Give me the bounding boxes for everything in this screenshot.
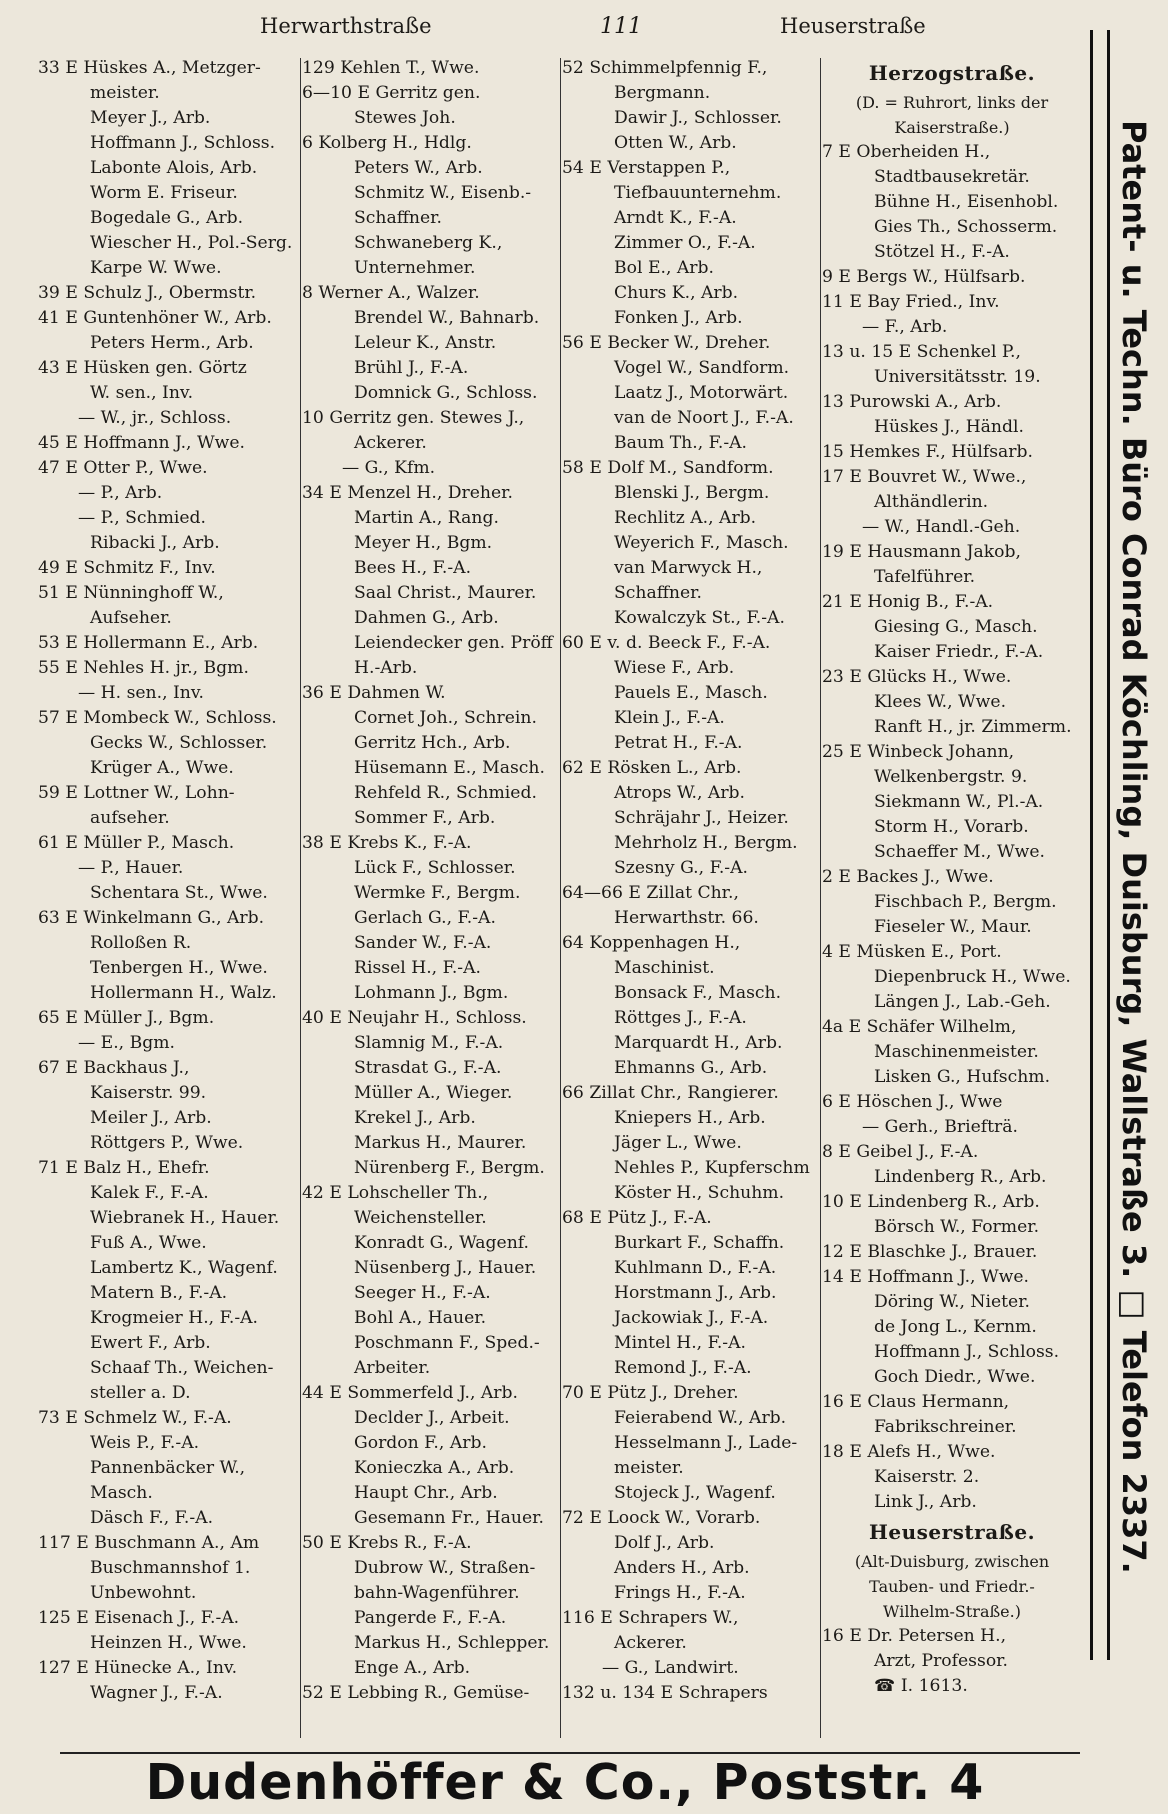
directory-entry-line: Stadtbausekretär. [874,167,1030,187]
directory-entry-line: Feierabend W., Arb. [614,1408,787,1428]
column-divider [300,58,301,1738]
directory-entry-line: Jäger L., Wwe. [614,1133,742,1153]
directory-entry-line: Blenski J., Bergm. [614,483,770,503]
directory-entry-line: Bogedale G., Arb. [90,208,244,228]
directory-entry-line: Gecks W., Schlosser. [90,733,268,753]
directory-entry-line: Lambertz K., Wagenf. [90,1258,278,1278]
directory-entry-line: Hollermann H., Walz. [90,983,277,1003]
directory-entry-line: 65 E Müller J., Bgm. [38,1008,215,1028]
directory-entry-line: Hesselmann J., Lade- [614,1433,798,1453]
directory-entry-line: Pangerde F., F.-A. [354,1608,507,1628]
directory-entry-line: Konradt G., Wagenf. [354,1233,530,1253]
directory-entry-line: Schaffner. [354,208,442,228]
directory-entry-line: 117 E Buschmann A., Am [38,1533,260,1553]
directory-entry-line: Gesemann Fr., Hauer. [354,1508,544,1528]
page-number: 111 [600,14,642,39]
directory-entry-line: Slamnig M., F.-A. [354,1033,504,1053]
directory-entry-line: Wiebranek H., Hauer. [90,1208,280,1228]
directory-entry-line: 6 Kolberg H., Hdlg. [302,133,472,153]
directory-entry-line: — W., jr., Schloss. [78,408,232,428]
directory-entry-line: Kaiserstraße.) [894,118,1010,137]
directory-entry-line: Gordon F., Arb. [354,1433,487,1453]
directory-entry-line: Poschmann F., Sped.- [354,1333,540,1353]
directory-entry-line: 45 E Hoffmann J., Wwe. [38,433,245,453]
directory-entry-line: Unbewohnt. [90,1583,197,1603]
directory-entry-line: — H. sen., Inv. [78,683,205,703]
directory-entry-line: 16 E Claus Hermann, [822,1392,1010,1412]
directory-entry-line: meister. [614,1458,684,1478]
directory-entry-line: Bonsack F., Masch. [614,983,782,1003]
directory-entry-line: Pauels E., Masch. [614,683,768,703]
sidebar-advertisement: Patent- u. Techn. Büro Conrad Köchling, Duisburg, Wallstraße 3. □ Telefon 2337. [1115,120,1153,1574]
directory-entry-line: Frings H., F.-A. [614,1583,746,1603]
directory-entry-line: 8 Werner A., Walzer. [302,283,480,303]
directory-entry-line: 38 E Krebs K., F.-A. [302,833,472,853]
directory-entry-line: Lohmann J., Bgm. [354,983,509,1003]
directory-entry-line: van Marwyck H., [614,558,763,578]
column-divider [820,58,821,1738]
directory-entry-line: Siekmann W., Pl.-A. [874,792,1044,812]
directory-entry-line: Brendel W., Bahnarb. [354,308,540,328]
directory-entry-line: — G., Landwirt. [602,1658,739,1678]
directory-entry-line: Gies Th., Schosserm. [874,217,1058,237]
directory-entry-line: Lindenberg R., Arb. [874,1167,1047,1187]
directory-entry-line: 36 E Dahmen W. [302,683,446,703]
directory-entry-line: Röttgers P., Wwe. [90,1133,244,1153]
directory-entry-line: 13 u. 15 E Schenkel P., [822,342,1021,362]
directory-entry-line: Baum Th., F.-A. [614,433,748,453]
directory-entry-line: — P., Schmied. [78,508,207,528]
directory-entry-line: Otten W., Arb. [614,133,737,153]
directory-entry-line: Döring W., Nieter. [874,1292,1031,1312]
directory-entry-line: Seeger H., F.-A. [354,1283,491,1303]
directory-entry-line: 61 E Müller P., Masch. [38,833,235,853]
directory-entry-line: 7 E Oberheiden H., [822,142,991,162]
directory-entry-line: meister. [90,83,160,103]
directory-entry-line: — E., Bgm. [78,1033,175,1053]
directory-entry-line: Rehfeld R., Schmied. [354,783,537,803]
directory-entry-line: Masch. [90,1483,153,1503]
directory-entry-line: Dubrow W., Straßen- [354,1558,536,1578]
directory-entry-line: 63 E Winkelmann G., Arb. [38,908,265,928]
directory-entry-line: Remond J., F.-A. [614,1358,752,1378]
directory-entry-line: Lück F., Schlosser. [354,858,516,878]
directory-entry-line: 23 E Glücks H., Wwe. [822,667,1012,687]
directory-entry-line: — W., Handl.-Geh. [862,517,1021,537]
column-2 [302,56,560,1706]
directory-entry-line: Fonken J., Arb. [614,308,743,328]
directory-entry-line: Meiler J., Arb. [90,1108,212,1128]
directory-entry-line: Weyerich F., Masch. [614,533,789,553]
directory-entry-line: 34 E Menzel H., Dreher. [302,483,513,503]
directory-entry-line: Saal Christ., Maurer. [354,583,537,603]
header-left-street: Herwarthstraße [260,14,432,38]
directory-entry-line: Universitätsstr. 19. [874,367,1041,387]
directory-entry-line: Atrops W., Arb. [614,783,746,803]
directory-entry-line: aufseher. [90,808,170,828]
directory-entry-line: Kowalczyk St., F.-A. [614,608,785,628]
directory-entry-line: Worm E. Friseur. [90,183,238,203]
directory-entry-line: Wilhelm-Straße.) [883,1602,1021,1621]
directory-entry-line: Jackowiak J., F.-A. [614,1308,769,1328]
directory-entry-line: Bol E., Arb. [614,258,714,278]
directory-entry-line: ☎ I. 1613. [874,1676,968,1696]
directory-entry-line: Strasdat G., F.-A. [354,1058,502,1078]
directory-entry-line: Peters Herm., Arb. [90,333,254,353]
directory-entry-line: Krogmeier H., F.-A. [90,1308,258,1328]
directory-entry-line: — G., Kfm. [342,458,436,478]
directory-entry-line: Stojeck J., Wagenf. [614,1483,776,1503]
directory-entry-line: 25 E Winbeck Johann, [822,742,1015,762]
directory-entry-line: 19 E Hausmann Jakob, [822,542,1021,562]
directory-entry-line: Kuhlmann D., F.-A. [614,1258,777,1278]
directory-entry-line: 12 E Blaschke J., Brauer. [822,1242,1038,1262]
directory-entry-line: van de Noort J., F.-A. [614,408,794,428]
directory-entry-line: 72 E Loock W., Vorarb. [562,1508,761,1528]
directory-entry-line: 52 E Lebbing R., Gemüse- [302,1683,530,1703]
directory-entry-line: 6 E Höschen J., Wwe [822,1092,1003,1112]
directory-entry-line: Szesny G., F.-A. [614,858,748,878]
directory-entry-line: Brühl J., F.-A. [354,358,469,378]
column-4 [822,56,1082,1706]
directory-entry-line: Kaiserstr. 2. [874,1467,980,1487]
directory-entry-line: Zimmer O., F.-A. [614,233,756,253]
directory-entry-line: Ewert F., Arb. [90,1333,211,1353]
directory-entry-line: 116 E Schrapers W., [562,1608,739,1628]
directory-entry-line: 2 E Backes J., Wwe. [822,867,994,887]
directory-entry-line: 14 E Hoffmann J., Wwe. [822,1267,1029,1287]
directory-entry-line: Arbeiter. [354,1358,431,1378]
directory-entry-line: Nüsenberg J., Hauer. [354,1258,537,1278]
directory-entry-line: 17 E Bouvret W., Wwe., [822,467,1027,487]
directory-entry-line: Hoffmann J., Schloss. [874,1342,1060,1362]
directory-entry-line: 4 E Müsken E., Port. [822,942,1002,962]
directory-entry-line: 68 E Pütz J., F.-A. [562,1208,712,1228]
directory-entry-line: Tauben- und Friedr.- [869,1577,1035,1596]
directory-entry-line: 64 Koppenhagen H., [562,933,741,953]
directory-entry-line: Leleur K., Anstr. [354,333,497,353]
directory-entry-line: Schentara St., Wwe. [90,883,268,903]
directory-entry-line: 16 E Dr. Petersen H., [822,1626,1007,1646]
directory-entry-line: Bühne H., Eisenhobl. [874,192,1059,212]
directory-entry-line: 59 E Lottner W., Lohn- [38,783,235,803]
directory-entry-line: Lisken G., Hufschm. [874,1067,1051,1087]
directory-entry-line: 15 Hemkes F., Hülfsarb. [822,442,1033,462]
directory-entry-line: Goch Diedr., Wwe. [874,1367,1036,1387]
directory-entry-line: 21 E Honig B., F.-A. [822,592,994,612]
directory-entry-line: Herwarthstr. 66. [614,908,759,928]
directory-entry-line: Konieczka A., Arb. [354,1458,515,1478]
directory-entry-line: Rissel H., F.-A. [354,958,481,978]
directory-entry-line: Arzt, Professor. [874,1651,1008,1671]
directory-entry-line: Fuß A., Wwe. [90,1233,207,1253]
directory-entry-line: Schaaf Th., Weichen- [90,1358,274,1378]
directory-entry-line: Schmitz W., Eisenb.- [354,183,532,203]
directory-entry-line: Leiendecker gen. Pröff [354,633,553,653]
directory-entry-line: Börsch W., Former. [874,1217,1040,1237]
directory-entry-line: Hoffmann J., Schloss. [90,133,276,153]
directory-entry-line: Martin A., Rang. [354,508,499,528]
directory-entry-line: Rolloßen R. [90,933,192,953]
directory-entry-line: 10 Gerritz gen. Stewes J., [302,408,525,428]
directory-entry-line: Althändlerin. [874,492,989,512]
directory-entry-line: Ackerer. [614,1633,687,1653]
directory-entry-line: Kaiser Friedr., F.-A. [874,642,1044,662]
directory-entry-line: Kniepers H., Arb. [614,1108,766,1128]
directory-entry-line: bahn-Wagenführer. [354,1583,520,1603]
directory-entry-line: 132 u. 134 E Schrapers [562,1683,768,1703]
directory-entry-line: 50 E Krebs R., F.-A. [302,1533,472,1553]
directory-entry-line: Karpe W. Wwe. [90,258,222,278]
column-3 [562,56,820,1706]
directory-entry-line: Rechlitz A., Arb. [614,508,757,528]
directory-entry-line: 41 E Guntenhöner W., Arb. [38,308,272,328]
directory-entry-line: 52 Schimmelpfennig F., [562,58,768,78]
directory-entry-line: Kalek F., F.-A. [90,1183,209,1203]
directory-entry-line: Schaeffer M., Wwe. [874,842,1045,862]
directory-entry-line: Link J., Arb. [874,1492,977,1512]
directory-entry-line: 67 E Backhaus J., [38,1058,190,1078]
directory-entry-line: Tenbergen H., Wwe. [90,958,268,978]
directory-entry-line: Längen J., Lab.-Geh. [874,992,1051,1012]
directory-entry-line: Marquardt H., Arb. [614,1033,783,1053]
directory-entry-line: 9 E Bergs W., Hülfsarb. [822,267,1026,287]
directory-entry-line: Declder J., Arbeit. [354,1408,510,1428]
directory-entry-line: Ribacki J., Arb. [90,533,220,553]
directory-entry-line: — Gerh., Briefträ. [862,1117,1018,1137]
directory-entry-line: Giesing G., Masch. [874,617,1038,637]
directory-entry-line: de Jong L., Kernm. [874,1317,1037,1337]
directory-entry-line: 58 E Dolf M., Sandform. [562,458,774,478]
directory-entry-line: 8 E Geibel J., F.-A. [822,1142,979,1162]
directory-entry-line: Hüsemann E., Masch. [354,758,545,778]
directory-entry-line: Enge A., Arb. [354,1658,471,1678]
directory-entry-line: Fischbach P., Bergm. [874,892,1057,912]
directory-entry-line: Storm H., Vorarb. [874,817,1029,837]
directory-entry-line: Bohl A., Hauer. [354,1308,487,1328]
directory-entry-line: Peters W., Arb. [354,158,483,178]
directory-entry-line: Bergmann. [614,83,711,103]
directory-entry-line: Röttges J., F.-A. [614,1008,747,1028]
directory-entry-line: Däsch F., F.-A. [90,1508,214,1528]
directory-entry-line: Churs K., Arb. [614,283,739,303]
directory-entry-line: Fieseler W., Maur. [874,917,1032,937]
directory-entry-line: Petrat H., F.-A. [614,733,743,753]
sidebar-rules [1090,30,1110,1660]
directory-entry-line: Diepenbruck H., Wwe. [874,967,1071,987]
directory-entry-line: 40 E Neujahr H., Schloss. [302,1008,527,1028]
directory-entry-line: Kaiserstr. 99. [90,1083,207,1103]
directory-entry-line: Nürenberg F., Bergm. [354,1158,545,1178]
directory-entry-line: Welkenbergstr. 9. [874,767,1028,787]
directory-entry-line: Cornet Joh., Schrein. [354,708,537,728]
directory-entry-line: Markus H., Schlepper. [354,1633,550,1653]
directory-entry-line: 39 E Schulz J., Obermstr. [38,283,257,303]
street-heading: Herzogstraße. [868,61,1036,85]
directory-entry-line: Heinzen H., Wwe. [90,1633,247,1653]
directory-entry-line: Klees W., Wwe. [874,692,1007,712]
directory-entry-line: Wiese F., Arb. [614,658,735,678]
directory-entry-line: 56 E Becker W., Dreher. [562,333,771,353]
directory-entry-line: Fabrikschreiner. [874,1417,1017,1437]
directory-entry-line: Köster H., Schuhm. [614,1183,785,1203]
directory-entry-line: 73 E Schmelz W., F.-A. [38,1408,232,1428]
street-heading: Heuserstraße. [868,1520,1036,1544]
directory-entry-line: Tiefbauunternehm. [614,183,782,203]
directory-entry-line: Horstmann J., Arb. [614,1283,777,1303]
directory-entry-line: Stewes Joh. [354,108,456,128]
directory-entry-line: Dolf J., Arb. [614,1533,715,1553]
directory-entry-line: (Alt-Duisburg, zwischen [854,1552,1050,1571]
directory-entry-line: 53 E Hollermann E., Arb. [38,633,259,653]
directory-entry-line: 55 E Nehles H. jr., Bgm. [38,658,249,678]
directory-entry-line: Aufseher. [90,608,172,628]
directory-entry-line: 125 E Eisenach J., F.-A. [38,1608,240,1628]
directory-entry-line: 18 E Alefs H., Wwe. [822,1442,996,1462]
directory-entry-line: Anders H., Arb. [614,1558,750,1578]
directory-entry-line: H.-Arb. [354,658,418,678]
directory-entry-line: 54 E Verstappen P., [562,158,731,178]
directory-entry-line: 6—10 E Gerritz gen. [302,83,481,103]
directory-entry-line: Ranft H., jr. Zimmerm. [874,717,1072,737]
directory-entry-line: Müller A., Wieger. [354,1083,513,1103]
directory-entry-line: 49 E Schmitz F., Inv. [38,558,216,578]
directory-entry-line: Meyer H., Bgm. [354,533,493,553]
directory-entry-line: Meyer J., Arb. [90,108,211,128]
directory-entry-line: Krekel J., Arb. [354,1108,476,1128]
directory-entry-line: — P., Arb. [78,483,163,503]
column-1 [38,56,300,1706]
directory-entry-line: Unternehmer. [354,258,476,278]
directory-entry-line: Dahmen G., Arb. [354,608,499,628]
directory-entry-line: 127 E Hünecke A., Inv. [38,1658,238,1678]
directory-entry-line: Sommer F., Arb. [354,808,496,828]
directory-entry-line: Mehrholz H., Bergm. [614,833,798,853]
directory-entry-line: Pannenbäcker W., [90,1458,246,1478]
directory-entry-line: 11 E Bay Fried., Inv. [822,292,1000,312]
directory-entry-line: Bees H., F.-A. [354,558,472,578]
directory-entry-line: Ehmanns G., Arb. [614,1058,768,1078]
directory-entry-line: 44 E Sommerfeld J., Arb. [302,1383,518,1403]
directory-entry-line: Gerlach G., F.-A. [354,908,496,928]
directory-entry-line: Tafelführer. [874,567,976,587]
directory-entry-line: 57 E Mombeck W., Schloss. [38,708,277,728]
directory-entry-line: Arndt K., F.-A. [614,208,737,228]
directory-entry-line: Wermke F., Bergm. [354,883,521,903]
header-right-street: Heuserstraße [780,14,926,38]
directory-entry-line: 47 E Otter P., Wwe. [38,458,208,478]
directory-entry-line: Labonte Alois, Arb. [90,158,258,178]
directory-entry-line: W. sen., Inv. [90,383,194,403]
directory-entry-line: Vogel W., Sandform. [614,358,790,378]
directory-entry-line: Stötzel H., F.-A. [874,242,1010,262]
column-divider [560,58,561,1738]
directory-entry-line: Sander W., F.-A. [354,933,492,953]
directory-entry-line: 62 E Rösken L., Arb. [562,758,742,778]
directory-entry-line: Klein J., F.-A. [614,708,725,728]
directory-entry-line: Domnick G., Schloss. [354,383,538,403]
directory-entry-line: — F., Arb. [862,317,948,337]
directory-entry-line: 51 E Nünninghoff W., [38,583,224,603]
directory-entry-line: Maschinenmeister. [874,1042,1039,1062]
directory-entry-line: 10 E Lindenberg R., Arb. [822,1192,1040,1212]
directory-entry-line: Wiescher H., Pol.-Serg. [90,233,293,253]
directory-entry-line: Weis P., F.-A. [90,1433,200,1453]
directory-entry-line: Schaffner. [614,583,702,603]
directory-entry-line: 60 E v. d. Beeck F., F.-A. [562,633,771,653]
directory-entry-line: Matern B., F.-A. [90,1283,228,1303]
directory-entry-line: Hüskes J., Händl. [874,417,1024,437]
directory-entry-line: 66 Zillat Chr., Rangierer. [562,1083,779,1103]
directory-entry-line: Wagner J., F.-A. [90,1683,223,1703]
directory-entry-line: 4a E Schäfer Wilhelm, [822,1017,1017,1037]
directory-entry-line: 33 E Hüskes A., Metzger- [38,58,261,78]
directory-entry-line: 43 E Hüsken gen. Görtz [38,358,247,378]
directory-entry-line: 64—66 E Zillat Chr., [562,883,739,903]
directory-entry-line: — P., Hauer. [78,858,184,878]
directory-entry-line: Weichensteller. [354,1208,487,1228]
directory-entry-line: Ackerer. [354,433,427,453]
directory-entry-line: Buschmannshof 1. [90,1558,251,1578]
directory-entry-line: Burkart F., Schaffn. [614,1233,785,1253]
directory-entry-line: Nehles P., Kupferschm [614,1158,810,1178]
directory-entry-line: Mintel H., F.-A. [614,1333,746,1353]
directory-entry-line: Laatz J., Motorwärt. [614,383,789,403]
directory-entry-line: 129 Kehlen T., Wwe. [302,58,480,78]
directory-entry-line: Krüger A., Wwe. [90,758,234,778]
directory-entry-line: (D. = Ruhrort, links der [855,93,1049,112]
directory-entry-line: Gerritz Hch., Arb. [354,733,511,753]
directory-entry-line: 42 E Lohscheller Th., [302,1183,489,1203]
directory-entry-line: Schwaneberg K., [354,233,503,253]
directory-entry-line: Haupt Chr., Arb. [354,1483,498,1503]
directory-entry-line: 13 Purowski A., Arb. [822,392,1002,412]
page-header [60,14,1060,48]
directory-entry-line: Markus H., Maurer. [354,1133,527,1153]
directory-entry-line: Schräjahr J., Heizer. [614,808,789,828]
directory-entry-line: 71 E Balz H., Ehefr. [38,1158,210,1178]
directory-entry-line: 70 E Pütz J., Dreher. [562,1383,739,1403]
footer-advertisement: Dudenhöffer & Co., Poststr. 4 [145,1754,985,1811]
directory-entry-line: Maschinist. [614,958,715,978]
directory-entry-line: Dawir J., Schlosser. [614,108,782,128]
directory-entry-line: steller a. D. [90,1383,191,1403]
